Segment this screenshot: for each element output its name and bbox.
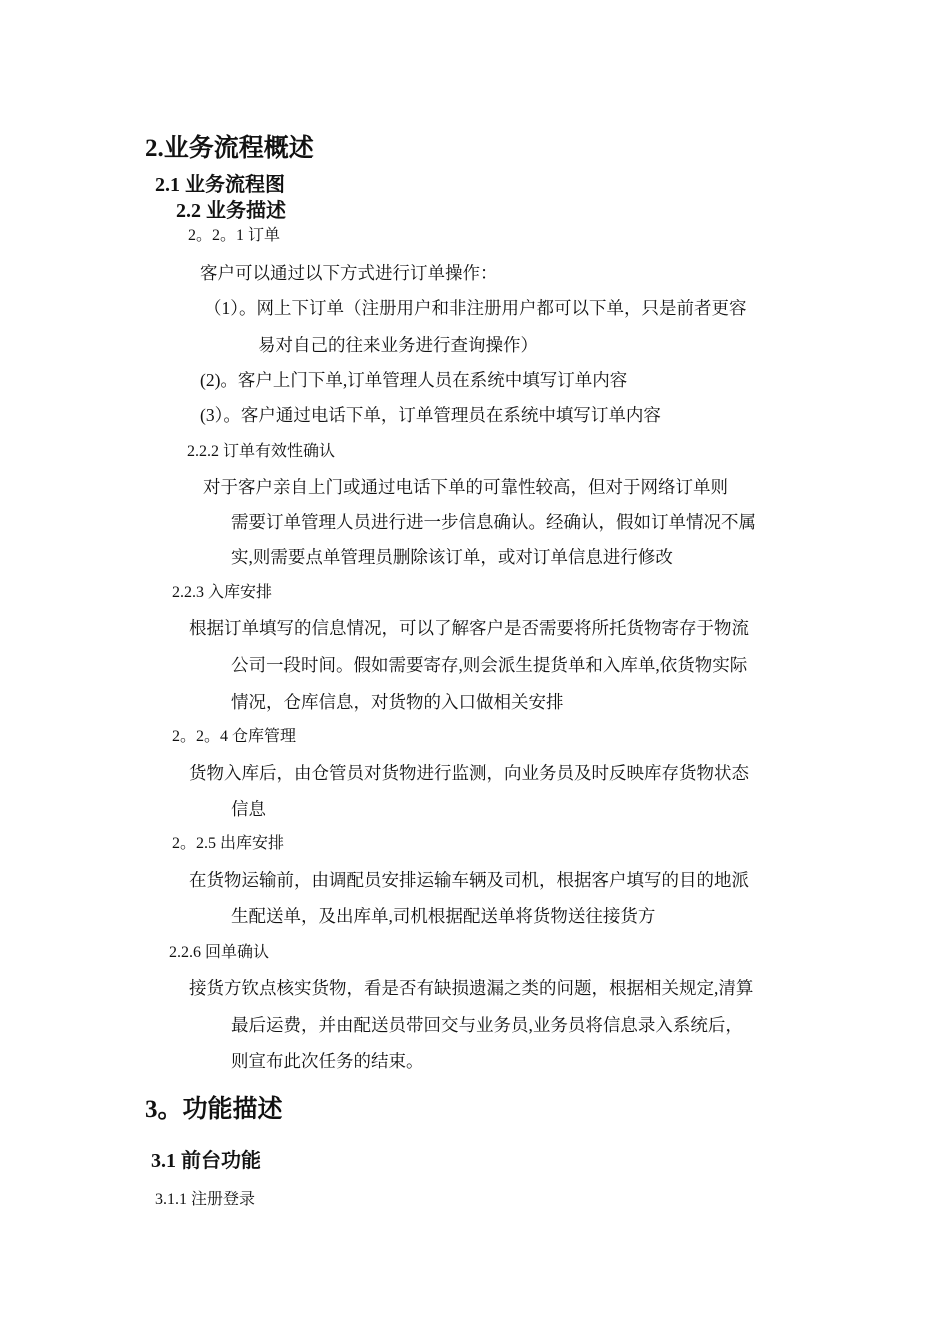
section-2-2-1-heading: 2。2。1 订单 <box>188 227 281 244</box>
section-2-2-4-heading: 2。2。4 仓库管理 <box>172 728 297 745</box>
section-2-title: 2.业务流程概述 <box>145 135 314 162</box>
order-item-1-line-2: 易对自己的往来业务进行查询操作） <box>258 335 538 355</box>
inbound-line-2: 公司一段时间。假如需要寄存,则会派生提货单和入库单,依货物实际 <box>231 655 748 675</box>
outbound-line-2: 生配送单，及出库单,司机根据配送单将货物送往接货方 <box>231 906 656 926</box>
section-2-2-2-heading: 2.2.2 订单有效性确认 <box>187 443 336 460</box>
section-3-1-1-title: 3.1.1 注册登录 <box>155 1191 256 1208</box>
order-intro: 客户可以通过以下方式进行订单操作： <box>200 263 498 283</box>
order-item-3: (3）。客户通过电话下单，订单管理员在系统中填写订单内容 <box>200 405 661 425</box>
receipt-line-2: 最后运费，并由配送员带回交与业务员,业务员将信息录入系统后， <box>231 1015 743 1035</box>
section-2-2-title: 2.2 业务描述 <box>176 200 286 222</box>
receipt-line-3: 则宣布此次任务的结束。 <box>231 1051 424 1071</box>
section-2-1-title: 2.1 业务流程图 <box>155 174 285 196</box>
validation-line-3: 实,则需要点单管理员删除该订单，或对订单信息进行修改 <box>231 547 673 567</box>
section-3-1-title: 3.1 前台功能 <box>151 1150 261 1172</box>
inbound-line-1: 根据订单填写的信息情况，可以了解客户是否需要将所托货物寄存于物流 <box>189 618 749 638</box>
validation-line-2: 需要订单管理人员进行进一步信息确认。经确认，假如订单情况不属 <box>231 512 756 532</box>
order-item-2: (2)。客户上门下单,订单管理人员在系统中填写订单内容 <box>200 370 628 390</box>
section-2-2-3-heading: 2.2.3 入库安排 <box>172 584 273 601</box>
warehouse-line-1: 货物入库后，由仓管员对货物进行监测，向业务员及时反映库存货物状态 <box>189 763 749 783</box>
section-2-2-5-heading: 2。2.5 出库安排 <box>172 835 285 852</box>
section-2-2-6-heading: 2.2.6 回单确认 <box>169 944 270 961</box>
receipt-line-1: 接货方钦点核实货物，看是否有缺损遗漏之类的问题，根据相关规定,清算 <box>189 978 754 998</box>
warehouse-line-2: 信息 <box>231 799 266 819</box>
inbound-line-3: 情况，仓库信息，对货物的入口做相关安排 <box>231 692 564 712</box>
section-3-title: 3。功能描述 <box>145 1096 283 1123</box>
validation-line-1: 对于客户亲自上门或通过电话下单的可靠性较高，但对于网络订单则 <box>203 477 728 497</box>
order-item-1-line-1: （1）。网上下订单（注册用户和非注册用户都可以下单，只是前者更容 <box>204 298 747 318</box>
outbound-line-1: 在货物运输前，由调配员安排运输车辆及司机，根据客户填写的目的地派 <box>189 870 749 890</box>
